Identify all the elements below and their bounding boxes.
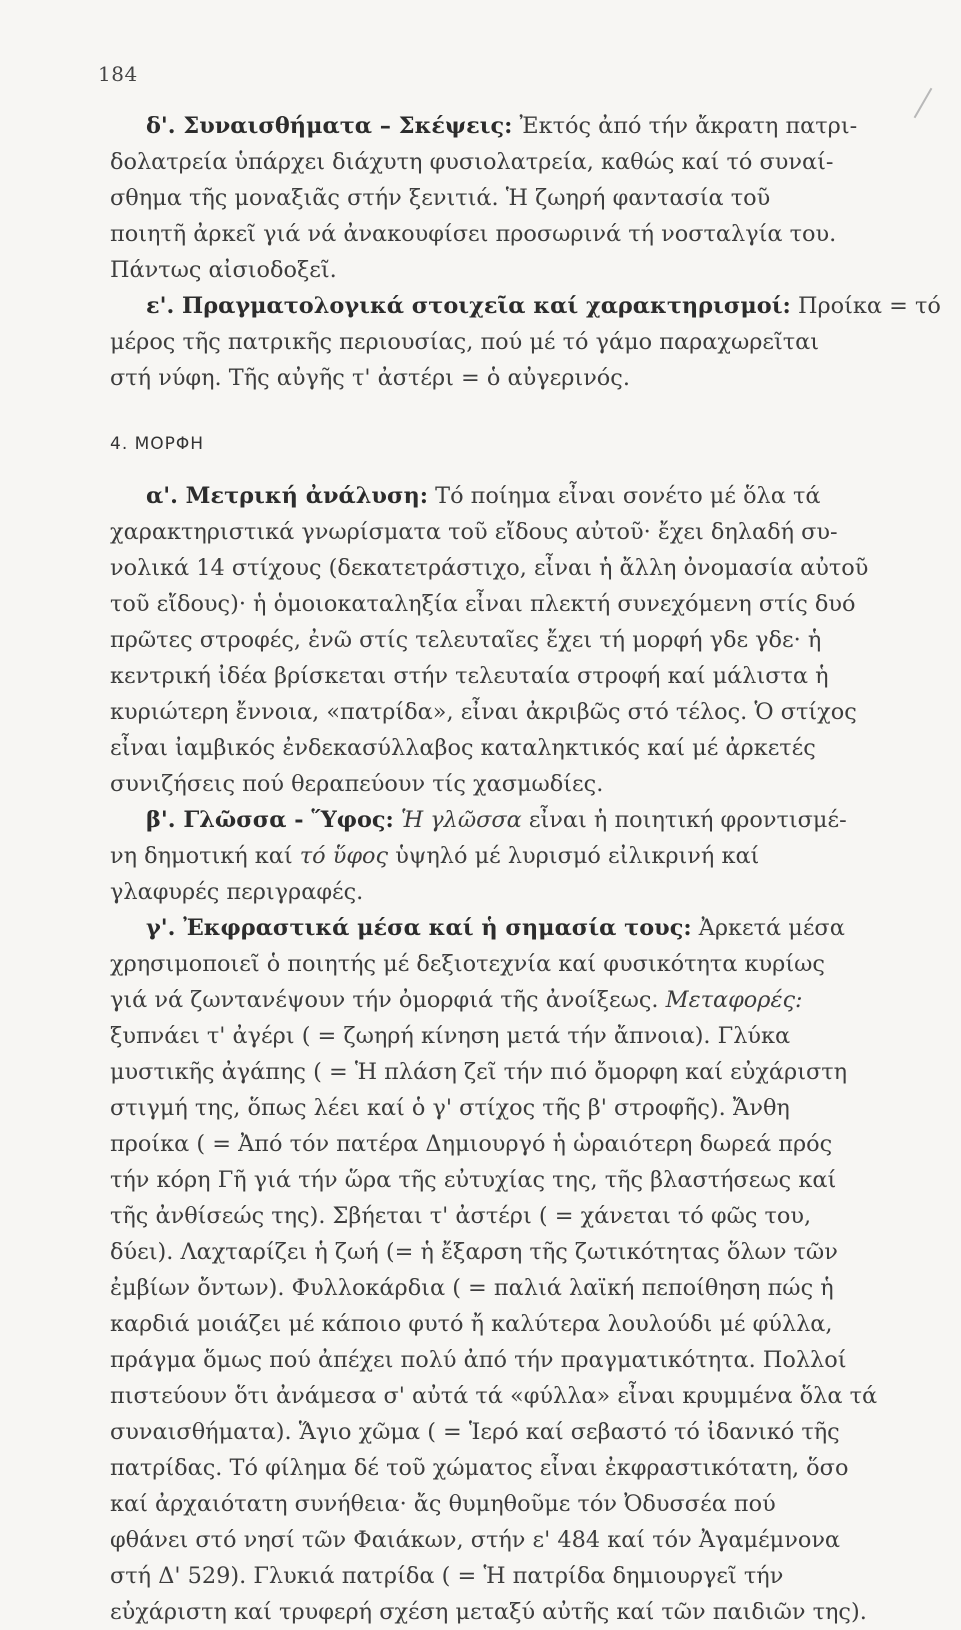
text-line: συνιζήσεις πού θεραπεύουν τίς χασμωδίες. (110, 771, 604, 797)
spacer (110, 464, 925, 478)
text-line: κεντρική ἰδέα βρίσκεται στήν τελευταία στροφή καί μάλιστα ἡ (110, 663, 829, 689)
subsection-label-g: γ'. Ἐκφραστικά μέσα καί ἡ σημασία τους: (146, 915, 692, 941)
text-line (110, 288, 941, 324)
text-line (110, 838, 925, 874)
text-line: Πάντως αἰσιοδοξεῖ. (110, 257, 337, 283)
text-line: τοῦ εἴδους)· ἡ ὁμοιοκαταληξία εἶναι πλεκτή συνεχόμενη στίς δυό (110, 591, 856, 617)
line-text: Τό ποίημα εἶναι σονέτο μέ ὅλα τά (428, 483, 821, 509)
text-line (110, 108, 925, 144)
spacer (110, 396, 925, 424)
text-line: πράγμα ὅμως πού ἀπέχει πολύ ἀπό τήν πραγματικότητα. Πολλοί (110, 1347, 847, 1373)
text-line: χαρακτηριστικά γνωρίσματα τοῦ εἴδους αὐτοῦ· ἔχει δηλαδή συ- (110, 519, 838, 545)
text-line: καρδιά μοιάζει μέ κάποιο φυτό ἤ καλύτερα λουλούδι μέ φύλλα, (110, 1311, 833, 1337)
line-text: Ἀρκετά μέσα (691, 915, 845, 941)
text-line: στή Δ' 529). Γλυκιά πατρίδα ( = Ἡ πατρίδα δημιουργεῖ τήν (110, 1563, 784, 1589)
line-text: εἶναι ἡ ποιητική φροντισμέ- (521, 807, 847, 833)
text-line: καί ἀρχαιότατη συνήθεια· ἄς θυμηθοῦμε τόν Ὀδυσσέα πού (110, 1491, 776, 1517)
line-text: γιά νά ζωντανέψουν τήν ὀμορφιά τῆς ἀνοίξεως. (110, 987, 666, 1013)
italic-term: Μεταφορές: (665, 987, 803, 1013)
text-line: φθάνει στό νησί τῶν Φαιάκων, στήν ε' 484 καί τόν Ἀγαμέμνονα (110, 1527, 841, 1553)
text-line: δύει). Λαχταρίζει ἡ ζωή (= ἡ ἔξαρση τῆς ζωτικότητας ὅλων τῶν (110, 1239, 838, 1265)
page-text (110, 108, 941, 1630)
text-line: μυστικῆς ἀγάπης ( = Ἡ πλάση ζεῖ τήν πιό ὄμορφη καί εὐχάριστη (110, 1059, 848, 1085)
text-line: κυριώτερη ἔννοια, «πατρίδα», εἶναι ἀκριβῶς στό τέλος. Ὁ στίχος (110, 699, 857, 725)
line-text: ὑψηλό μέ λυρισμό εἰλικρινή καί (388, 843, 760, 869)
line-text: Ἐκτός ἀπό τήν ἄκρατη πατρι- (512, 113, 858, 139)
italic-term: τό ὕφος (299, 843, 389, 869)
text-line: ξυπνάει τ' ἀγέρι ( = ζωηρή κίνηση μετά τήν ἄπνοια). Γλύκα (110, 1023, 791, 1049)
text-line: μέρος τῆς πατρικῆς περιουσίας, πού μέ τό γάμο παραχωρεῖται (110, 329, 820, 355)
text-line (110, 982, 925, 1018)
text-line: στιγμή της, ὅπως λέει καί ὁ γ' στίχος τῆς β' στροφῆς). Ἄνθη (110, 1095, 790, 1121)
page-number: 184 (98, 62, 138, 86)
subsection-label-e: ε'. Πραγματολογικά στοιχεῖα καί χαρακτηρισμοί: (146, 293, 791, 319)
text-line: εὐχάριστη καί τρυφερή σχέση μεταξύ αὐτῆς καί τῶν παιδιῶν της). (110, 1599, 867, 1625)
text-line: σθημα τῆς μοναξιᾶς στήν ξενιτιά. Ἡ ζωηρή φαντασία τοῦ (110, 185, 771, 211)
text-line: δολατρεία ὑπάρχει διάχυτη φυσιολατρεία, καθώς καί τό συναί- (110, 149, 834, 175)
text-line (110, 910, 925, 946)
italic-term: Ἡ γλῶσσα (400, 807, 522, 833)
section-heading: 4. ΜΟΡΦΗ (110, 434, 205, 454)
text-line: γλαφυρές περιγραφές. (110, 879, 364, 905)
text-line: προίκα ( = Ἀπό τόν πατέρα Δημιουργό ἡ ὡραιότερη δωρεά πρός (110, 1131, 833, 1157)
line-text: νη δημοτική καί (110, 843, 300, 869)
text-line: συναισθήματα). Ἅγιο χῶμα ( = Ἱερό καί σεβαστό τό ἰδανικό τῆς (110, 1419, 840, 1445)
line-text: Προίκα = τό (790, 293, 941, 319)
text-line: πιστεύουν ὅτι ἀνάμεσα σ' αὐτά τά «φύλλα» εἶναι κρυμμένα ὅλα τά (110, 1383, 878, 1409)
subsection-label-a: α'. Μετρική ἀνάλυση: (146, 483, 429, 509)
text-line: πρῶτες στροφές, ἐνῶ στίς τελευταῖες ἔχει τή μορφή γδε γδε· ἡ (110, 627, 822, 653)
text-line: τῆς ἀνθίσεώς της). Σβήεται τ' ἀστέρι ( = χάνεται τό φῶς του, (110, 1203, 812, 1229)
subsection-label-b: β'. Γλῶσσα - Ὕφος: (146, 807, 394, 833)
text-line: πατρίδας. Τό φίλημα δέ τοῦ χώματος εἶναι ἐκφραστικότατη, ὅσο (110, 1455, 849, 1481)
text-line: τήν κόρη Γῆ γιά τήν ὥρα τῆς εὐτυχίας της, τῆς βλαστήσεως καί (110, 1167, 837, 1193)
text-line (110, 478, 925, 514)
text-line: ποιητῆ ἀρκεῖ γιά νά ἀνακουφίσει προσωρινά τή νοσταλγία του. (110, 221, 837, 247)
text-line: στή νύφη. Τῆς αὐγῆς τ' ἀστέρι = ὁ αὐγερινός. (110, 365, 630, 391)
text-line: εἶναι ἰαμβικός ἐνδεκασύλλαβος καταληκτικός καί μέ ἀρκετές (110, 735, 816, 761)
text-line: νολικά 14 στίχους (δεκατετράστιχο, εἶναι ἡ ἄλλη ὀνομασία αὐτοῦ (110, 555, 869, 581)
text-line: χρησιμοποιεῖ ὁ ποιητής μέ δεξιοτεχνία καί φυσικότητα κυρίως (110, 951, 825, 977)
text-line: ἐμβίων ὄντων). Φυλλοκάρδια ( = παλιά λαϊκή πεποίθηση πώς ἡ (110, 1275, 834, 1301)
subsection-label-d: δ'. Συναισθήματα – Σκέψεις: (146, 113, 513, 139)
text-line (110, 802, 925, 838)
